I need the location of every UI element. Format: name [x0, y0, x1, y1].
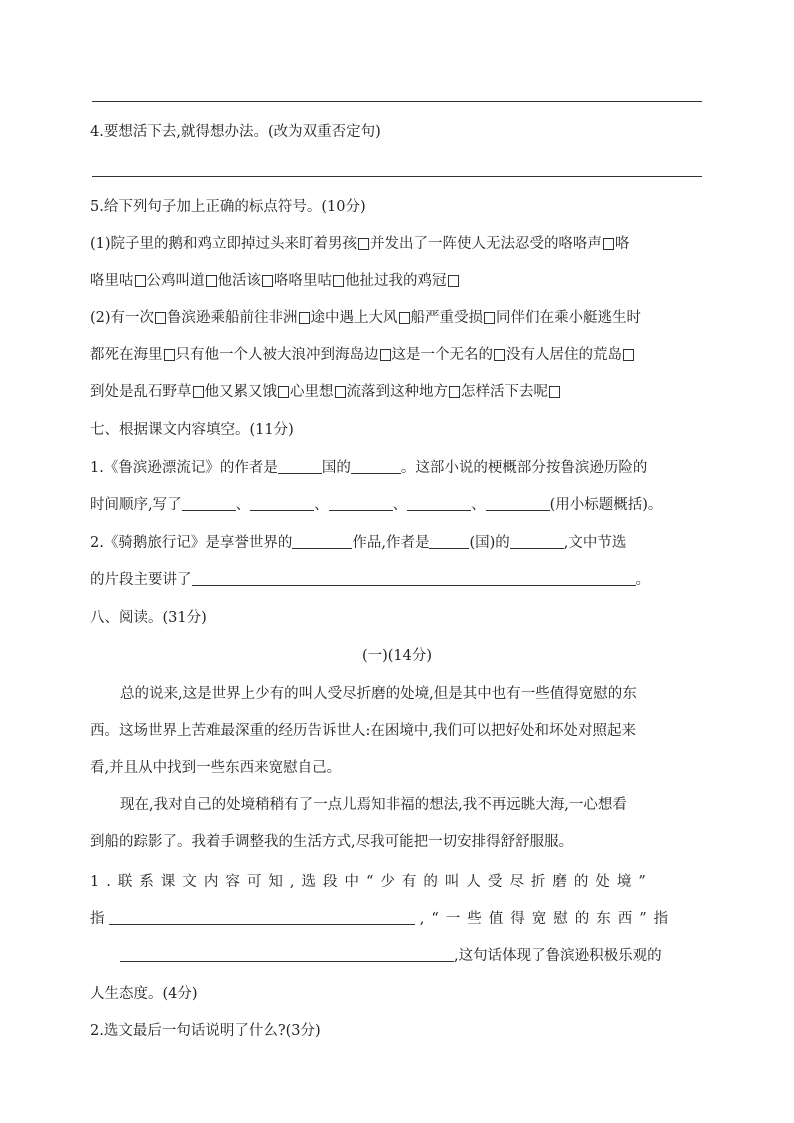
punctuation-box[interactable] [278, 386, 289, 398]
answer-blank[interactable] [486, 496, 550, 511]
punctuation-box[interactable] [299, 312, 310, 324]
passage-line: 看,并且从中找到一些东西来宽慰自己。 [90, 760, 342, 776]
reading-question-1-line-1: 1.联系课文内容可知,选段中“少有的叫人受尽折磨的处境” [90, 874, 653, 890]
punctuation-box[interactable] [549, 386, 560, 398]
reading-question-1-line-4: 人生态度。(4分) [90, 986, 198, 1002]
punctuation-box[interactable] [448, 275, 459, 287]
answer-blank[interactable] [510, 534, 564, 549]
punctuation-sentence-2-line-2: 都死在海里 只有他一个人被大浪冲到海岛边 这是一个无名的 没有人居住的荒岛 [90, 345, 635, 365]
punctuation-box[interactable] [335, 386, 346, 398]
section-7-title: 七、根据课文内容填空。(11分) [90, 422, 294, 438]
fill-question-1-line-1: 1.《鲁滨逊漂流记》的作者是 国的 。这部小说的梗概部分按鲁滨逊历险的 [90, 460, 648, 476]
reading-question-2: 2.选文最后一句话说明了什么?(3分) [90, 1023, 321, 1039]
punctuation-box[interactable] [484, 312, 495, 324]
question-4: 4.要想活下去,就得想办法。(改为双重否定句) [90, 124, 381, 140]
answer-blank[interactable] [192, 571, 636, 586]
fill-question-2-line-2: 的片段主要讲了 。 [90, 572, 650, 588]
answer-blank[interactable] [250, 496, 314, 511]
punctuation-sentence-2-line-1: (2)有一次 鲁滨逊乘船前往非洲 途中遇上大风 船严重受损 同伴们在乘小艇逃生时 [90, 310, 642, 326]
fill-question-2-line-1: 2.《骑鹅旅行记》是享誉世界的 作品,作者是 (国)的 ,文中节选 [90, 535, 627, 551]
punctuation-box[interactable] [155, 312, 166, 324]
punctuation-box[interactable] [358, 238, 369, 250]
answer-blank[interactable] [182, 496, 236, 511]
punctuation-box[interactable] [164, 349, 175, 361]
section-8-title: 八、阅读。(31分) [90, 610, 207, 626]
punctuation-box[interactable] [380, 349, 391, 361]
passage-line: 到船的踪影了。我着手调整我的生活方式,尽我可能把一切安排得舒舒服服。 [90, 834, 574, 850]
answer-line[interactable] [92, 176, 702, 177]
punctuation-box[interactable] [494, 349, 505, 361]
punctuation-box[interactable] [262, 275, 273, 287]
answer-blank[interactable] [278, 459, 322, 474]
punctuation-box[interactable] [603, 238, 614, 250]
punctuation-box[interactable] [449, 386, 460, 398]
answer-blank[interactable] [120, 947, 454, 962]
punctuation-box[interactable] [623, 349, 634, 361]
answer-blank[interactable] [429, 534, 469, 549]
punctuation-box[interactable] [206, 275, 217, 287]
fill-question-1-line-2: 时间顺序,写了 、 、 、 、 (用小标题概括)。 [90, 497, 663, 513]
answer-blank[interactable] [351, 459, 401, 474]
reading-subtitle: (一)(14分) [361, 648, 433, 664]
passage-line: 总的说来,这是世界上少有的叫人受尽折磨的处境,但是其中也有一些值得宽慰的东 [120, 686, 637, 702]
passage-line: 现在,我对自己的处境稍稍有了一点儿焉知非福的想法,我不再远眺大海,一心想看 [120, 797, 627, 813]
passage-line: 西。这场世界上苦难最深重的经历告诉世人:在困境中,我们可以把好处和坏处对照起来 [90, 723, 636, 739]
punctuation-sentence-2-line-3: 到处是乱石野草 他又累又饿 心里想 流落到这种地方 怎样活下去呢 [90, 382, 561, 402]
reading-question-1-line-3: ,这句话体现了鲁滨逊积极乐观的 [120, 946, 662, 966]
answer-blank[interactable] [329, 496, 393, 511]
answer-line[interactable] [92, 101, 702, 102]
answer-blank[interactable] [109, 910, 415, 925]
punctuation-box[interactable] [135, 275, 146, 287]
reading-question-1-line-2: 指 ,“一些值得宽慰的东西”指 [90, 911, 676, 927]
punctuation-box[interactable] [333, 275, 344, 287]
punctuation-sentence-1-line-1: (1)院子里的鹅和鸡立即掉过头来盯着男孩 并发出了一阵使人无法忍受的咯咯声 咯 [90, 236, 630, 252]
punctuation-sentence-1-line-2: 咯里咕 公鸡叫道 他活该 咯咯里咕 他扯过我的鸡冠 [90, 271, 460, 291]
punctuation-box[interactable] [399, 312, 410, 324]
punctuation-box[interactable] [193, 386, 204, 398]
answer-blank[interactable] [292, 534, 352, 549]
answer-blank[interactable] [407, 496, 471, 511]
question-5-title: 5.给下列句子加上正确的标点符号。(10分) [90, 199, 366, 215]
